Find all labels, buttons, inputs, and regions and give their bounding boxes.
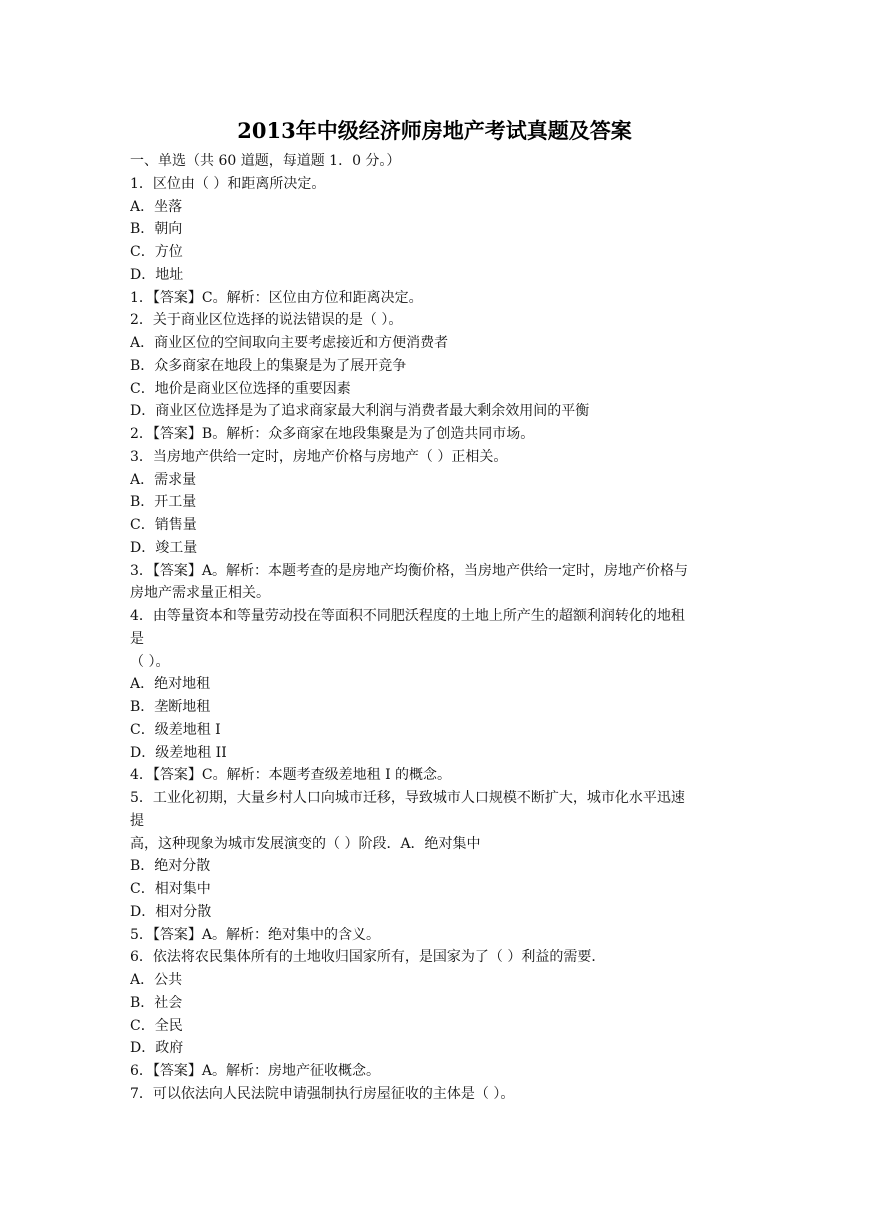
question-5: 5．工业化初期，大量乡村人口向城市迁移，导致城市人口规模不断扩大，城市化水平迅速: [130, 790, 685, 806]
answer-5: 5．【答案】A。解析：绝对集中的含义。: [130, 926, 381, 943]
question-5-continued: 提: [130, 812, 144, 829]
option-line: A．公共: [130, 972, 183, 988]
option-line: C．方位: [130, 244, 183, 260]
option-line: B．朝向: [130, 221, 183, 238]
section-heading: 一、单选（共 60 道题，每道题 1．0 分。）: [130, 153, 401, 169]
answer-4: 4．【答案】C。解析：本题考查级差地租 I 的概念。: [130, 767, 452, 784]
answer-1: 1．【答案】C。解析：区位由方位和距离决定。: [130, 289, 423, 306]
option-line: A．坐落: [130, 198, 183, 215]
question-7: 7．可以依法向人民法院申请强制执行房屋征收的主体是（ ）。: [130, 1085, 515, 1102]
option-line: A．需求量: [130, 471, 197, 488]
option-line: C．级差地租 I: [130, 721, 221, 738]
question-5-continued: 高，这种现象为城市发展演变的（ ）阶段．A．绝对集中: [130, 835, 481, 852]
question-4-continued: 是: [130, 630, 144, 647]
option-line: D．地址: [130, 266, 184, 283]
option-line: A．绝对地租: [130, 676, 211, 693]
option-line: C．销售量: [130, 517, 197, 533]
option-line: D．竣工量: [130, 539, 198, 556]
option-line: A．商业区位的空间取向主要考虑接近和方便消费者: [130, 335, 449, 351]
option-line: D．商业区位选择是为了追求商家最大利润与消费者最大剩余效用间的平衡: [130, 403, 590, 420]
option-line: B．开工量: [130, 494, 197, 511]
option-line: B．社会: [130, 994, 183, 1011]
document-title: 2013年中级经济师房地产考试真题及答案: [237, 118, 632, 143]
question-2: 2．关于商业区位选择的说法错误的是（ ）。: [130, 312, 403, 329]
option-line: D．级差地租 II: [130, 744, 227, 761]
question-6: 6．依法将农民集体所有的土地收归国家所有，是国家为了（ ）利益的需要．: [130, 949, 606, 966]
option-line: D．政府: [130, 1040, 184, 1057]
option-line: B．垄断地租: [130, 699, 211, 715]
option-line: B．绝对分散: [130, 858, 211, 875]
option-line: C．相对集中: [130, 881, 211, 897]
option-line: C．全民: [130, 1017, 183, 1034]
question-4: 4．由等量资本和等量劳动投在等面积不同肥沃程度的土地上所产生的超额利润转化的地租: [130, 608, 685, 624]
answer-6: 6．【答案】A。解析：房地产征收概念。: [130, 1063, 381, 1079]
document-body: [130, 150, 750, 1106]
option-line: C．地价是商业区位选择的重要因素: [130, 380, 351, 397]
option-line: B．众多商家在地段上的集聚是为了展开竞争: [130, 357, 407, 374]
option-line: D．相对分散: [130, 903, 212, 920]
question-1: 1．区位由（ ）和距离所决定。: [130, 175, 326, 192]
answer-3: 3．【答案】A。解析：本题考查的是房地产均衡价格，当房地产供给一定时，房地产价格与: [130, 562, 689, 579]
question-4-continued: （ ）。: [130, 653, 170, 670]
answer-3-continued: 房地产需求量正相关。: [130, 585, 270, 602]
question-3: 3．当房地产供给一定时，房地产价格与房地产（ ）正相关。: [130, 448, 508, 465]
answer-2: 2．【答案】B。解析：众多商家在地段集聚是为了创造共同市场。: [130, 426, 535, 442]
